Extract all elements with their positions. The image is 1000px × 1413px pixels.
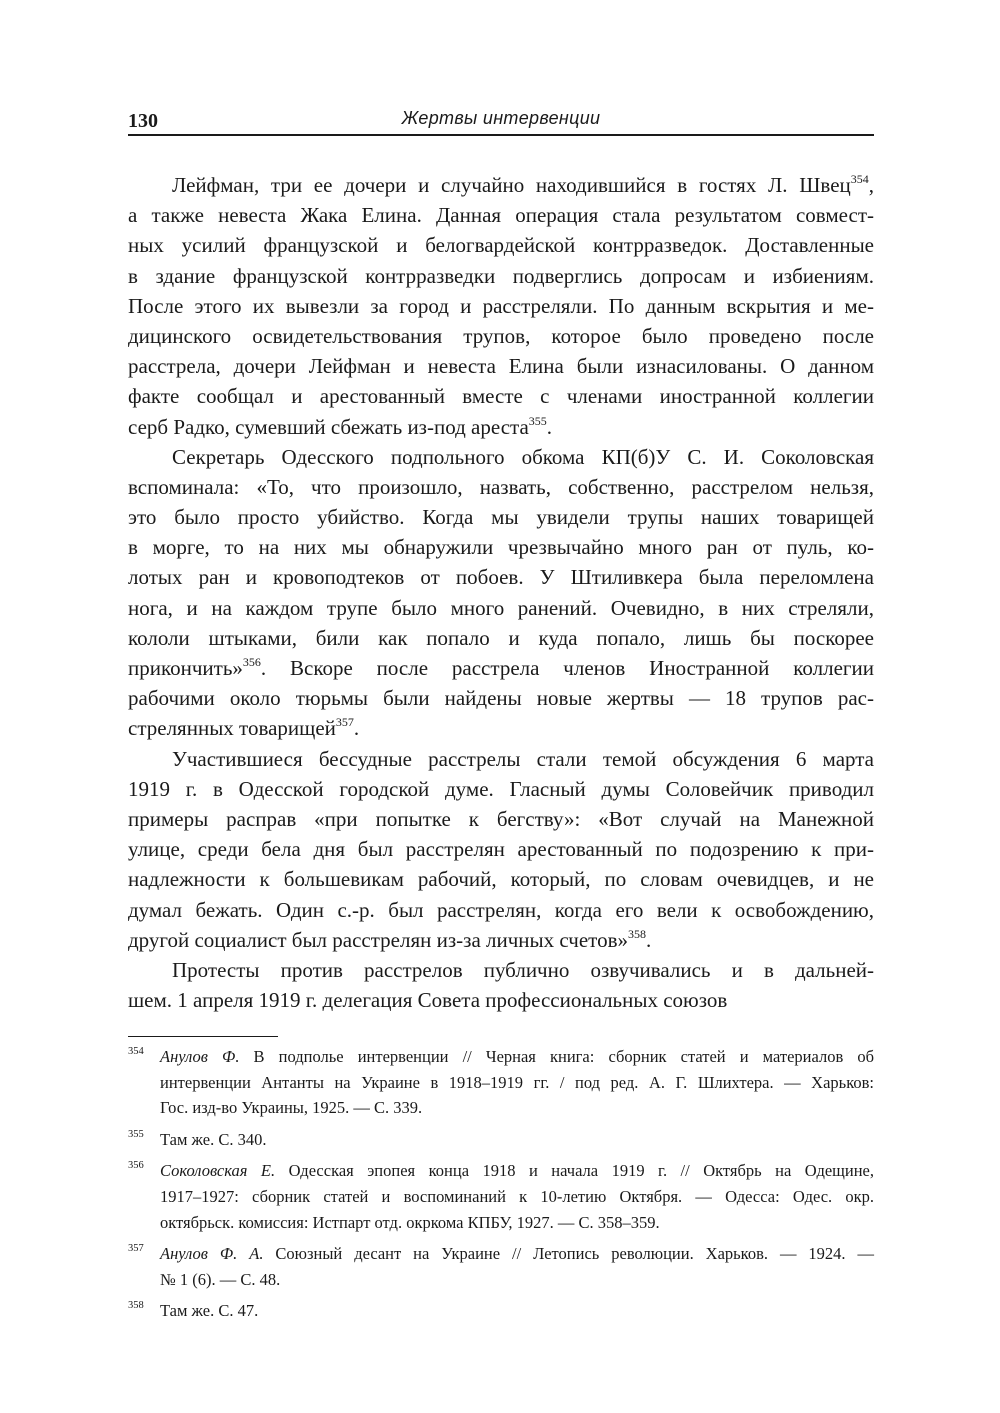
footnote-number: 354 xyxy=(128,1046,144,1057)
footnote-line: № 1 (6). — С. 48. xyxy=(160,1269,281,1289)
text-line: улице, среди бела дня был расстрелян арестованный по подозрению к при- xyxy=(128,837,874,862)
text-line: а также невеста Жака Елина. Данная операция стала результатом совмест- xyxy=(128,203,874,228)
text-line: думал бежать. Один с.-р. был расстрелян, когда его вели к освобождению, xyxy=(128,897,874,922)
text-line: надлежности к большевикам рабочий, который, по словам очевидцев, и не xyxy=(128,867,874,892)
running-title: Жертвы интервенции xyxy=(401,108,601,128)
footnote-line: Анулов Ф. В подполье интервенции // Черная книга: сборник статей и материалов об xyxy=(160,1047,874,1066)
footnote-line: 1917–1927: сборник статей и воспоминаний к 10-летию Октября. — Одесса: Одес. окр. xyxy=(160,1186,874,1206)
text-line: шем. 1 апреля 1919 г. делегация Совета профессиональных союзов xyxy=(128,988,728,1013)
text-line: ных усилий французской и белогвардейской контрразведок. Доставленные xyxy=(128,233,874,258)
text-line: это было просто убийство. Когда мы увидели трупы наших товарищей xyxy=(128,505,874,530)
book-page xyxy=(128,0,874,1413)
footnote-line: Там же. С. 340. xyxy=(160,1129,267,1149)
footnotes xyxy=(128,1044,874,1330)
paragraph xyxy=(128,955,874,1015)
text-line: дицинского освидетельствования трупов, которое было проведено после xyxy=(128,323,874,348)
text-line: нога, и на каждом трупе было много ранений. Очевидно, в них стреляли, xyxy=(128,595,874,620)
text-line: в здание французской контрразведки подверглись допросам и избиениям. xyxy=(128,263,874,288)
text-line: факте сообщал и арестованный вместе с членами иностранной коллегии xyxy=(128,384,874,409)
text-line: расстрела, дочери Лейфман и невеста Елина были изнасилованы. О данном xyxy=(128,354,874,379)
footnote xyxy=(128,1127,874,1153)
paragraph xyxy=(128,442,874,744)
text-line: примеры расправ «при попытке к бегству»: «Вот случай на Манежной xyxy=(128,806,874,831)
footnote-number: 356 xyxy=(128,1160,144,1172)
footnote-line: Анулов Ф. А. Союзный десант на Украине // Летопись революции. Харьков. — 1924. — xyxy=(160,1244,874,1264)
text-line: вспоминала: «То, что произошло, назвать, собственно, расстрелом нельзя, xyxy=(128,474,874,499)
footnote xyxy=(128,1298,874,1324)
footnote-ref[interactable]: 358 xyxy=(628,926,646,941)
text-line: 1919 г. в Одесской городской думе. Гласный думы Соловейчик приводил xyxy=(128,776,874,801)
text-line: прикончить»$^{356}$. Вскоре после расстрела членов Иностранной коллегии xyxy=(128,655,874,680)
text-line: После этого их вывезли за город и расстреляли. По данным вскрытия и ме- xyxy=(128,293,874,318)
footnote-number: 357 xyxy=(128,1243,144,1255)
page-number: 130 xyxy=(128,110,158,132)
footnote-ref[interactable]: 354 xyxy=(850,172,869,186)
footnote xyxy=(128,1241,874,1292)
footnote-number: 358 xyxy=(128,1300,144,1312)
text-line: Секретарь Одесского подпольного обкома КП(б)У С. И. Соколовская xyxy=(172,444,874,469)
footnote-separator xyxy=(128,1036,278,1037)
text-line: серб Радко, сумевший сбежать из-под ареста$^{355}$. xyxy=(128,413,553,439)
text-line: другой социалист был расстрелян из-за личных счетов»$^{358}$. xyxy=(128,926,652,952)
footnote xyxy=(128,1158,874,1235)
footnote-line: интервенции Антанты на Украине в 1918–1919 гг. / под ред. А. Г. Шлихтера. — Харьков: xyxy=(160,1072,874,1092)
text-line: лотых ран и кровоподтеков от побоев. У Штиливкера была переломлена xyxy=(128,565,874,590)
running-head xyxy=(128,100,874,136)
footnote-ref[interactable]: 357 xyxy=(335,715,354,730)
text-line: Протесты против расстрелов публично озвучивались и в дальней- xyxy=(172,957,874,982)
paragraph xyxy=(128,170,874,442)
footnote-number: 355 xyxy=(128,1128,144,1140)
text-line: в морге, то на них мы обнаружили чрезвычайно много ран от пуль, ко- xyxy=(128,535,874,560)
paragraph xyxy=(128,744,874,955)
text-line: Участившиеся бессудные расстрелы стали темой обсуждения 6 марта xyxy=(172,746,874,771)
text-line: кололи штыками, били как попало и куда попало, лишь бы поскорее xyxy=(128,625,874,650)
footnote-line: Там же. С. 47. xyxy=(160,1301,259,1321)
footnote-ref[interactable]: 355 xyxy=(528,413,547,428)
body-text xyxy=(128,170,874,1015)
text-line: рабочими около тюрьмы были найдены новые жертвы — 18 трупов рас- xyxy=(128,686,874,711)
text-line: Лейфман, три ее дочери и случайно находившийся в гостях Л. Швец$^{354}$, xyxy=(172,172,874,197)
footnote xyxy=(128,1044,874,1121)
text-line: стрелянных товарищей$^{357}$. xyxy=(128,715,360,741)
footnote-ref[interactable]: 356 xyxy=(242,655,261,669)
footnote-line: Соколовская Е. Одесская эпопея конца 1918 и начала 1919 г. // Октябрь на Одещине, xyxy=(160,1161,874,1181)
footnote-line: октябрьск. комиссия: Истпарт отд. окркома КПБУ, 1927. — С. 358–359. xyxy=(160,1212,660,1232)
footnote-line: Гос. изд-во Украины, 1925. — С. 339. xyxy=(160,1098,423,1118)
